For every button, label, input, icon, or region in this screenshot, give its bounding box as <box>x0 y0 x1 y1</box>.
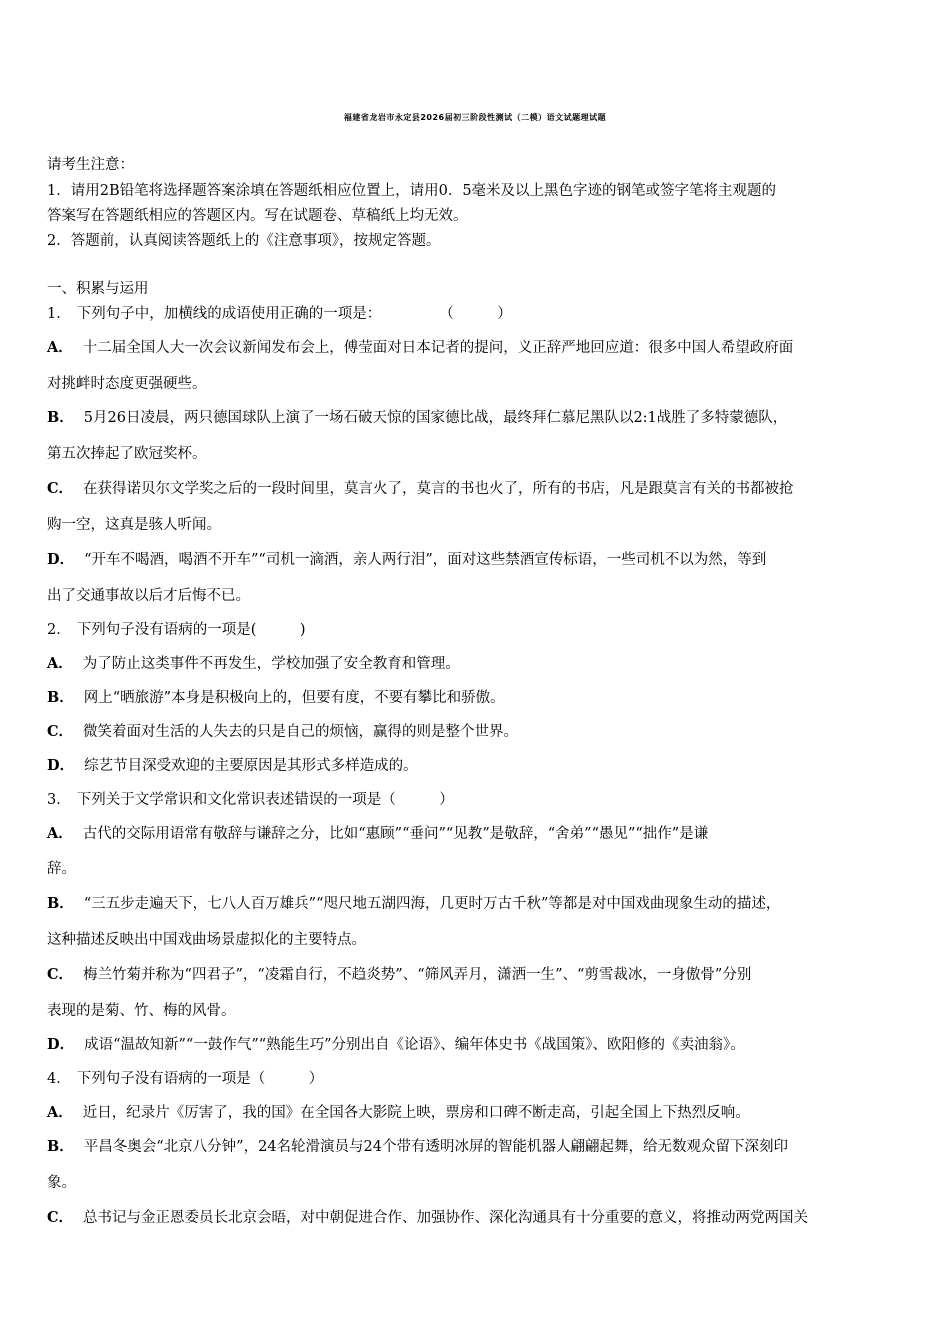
question-text: 下列关于文学常识和文化常识表述错误的一项是（ ） <box>76 792 454 808</box>
q1-option-d-continuation: 出了交通事故以后才后悔不已。 <box>47 588 250 604</box>
option-text: “三五步走遍天下，七八人百万雄兵”“咫尺地五湖四海，几更时万古千秋”等都是对中国戏曲现象生动的描述， <box>83 896 781 912</box>
option-label: A． <box>47 339 73 356</box>
question-text: 下列句子没有语病的一项是（ ） <box>76 1071 324 1087</box>
option-text: 在获得诺贝尔文学奖之后的一段时间里，莫言火了，莫言的书也火了，所有的书店，凡是跟莫言有关的书都被抢 <box>83 481 794 497</box>
option-text: 综艺节目深受欢迎的主要原因是其形式多样造成的。 <box>84 758 418 774</box>
option-label: A． <box>47 1104 73 1121</box>
option-text: 梅兰竹菊并称为“四君子”，“凌霜自行，不趋炎势”、“筛风弄月，潇洒一生”、“剪雪裁冰，一身傲骨”分别 <box>83 967 752 983</box>
q3-option-a-continuation: 辞。 <box>47 861 76 877</box>
question-4-stem <box>47 1067 323 1088</box>
q2-option-b <box>47 686 505 707</box>
option-text: 为了防止这类事件不再发生，学校加强了安全教育和管理。 <box>82 656 460 672</box>
option-label: D． <box>47 757 75 774</box>
option-text: 微笑着面对生活的人失去的只是自己的烦恼，赢得的则是整个世界。 <box>83 724 519 740</box>
option-label: D． <box>47 551 75 568</box>
option-text: 成语“温故知新”“一鼓作气”“熟能生巧”分别出自《论语》、编年体史书《战国策》、欧阳修的《卖油翁》。 <box>84 1037 745 1053</box>
option-label: C． <box>47 480 74 497</box>
q3-option-b <box>47 892 780 913</box>
option-text: “开车不喝酒，喝酒不开车”“司机一滴酒，亲人两行泪”，面对这些禁酒宣传标语，一些司机不以为然，等到 <box>84 552 767 568</box>
q4-option-c <box>47 1206 808 1227</box>
option-text: 网上“晒旅游”本身是积极向上的，但要有度，不要有攀比和骄傲。 <box>83 690 505 706</box>
q4-option-b <box>47 1135 788 1156</box>
q2-option-a <box>47 652 460 673</box>
question-text: 下列句子没有语病的一项是( ) <box>76 622 306 638</box>
option-label: A． <box>47 655 73 672</box>
question-number: 1． <box>47 306 71 322</box>
option-label: B． <box>47 1138 74 1155</box>
question-number: 2． <box>47 622 71 638</box>
q3-option-c <box>47 963 751 984</box>
question-3-stem <box>47 788 454 809</box>
question-1-stem <box>47 302 512 323</box>
q1-option-b <box>47 406 787 427</box>
option-label: B． <box>47 895 74 912</box>
q3-option-d <box>47 1033 745 1054</box>
option-text: 平昌冬奥会“北京八分钟”，24名轮滑演员与24个带有透明冰屏的智能机器人翩翩起舞，给无数观众留下深刻印 <box>83 1139 788 1155</box>
option-text: 十二届全国人大一次会议新闻发布会上，傅莹面对日本记者的提问，义正辞严地回应道：很多中国人希望政府面 <box>82 340 794 356</box>
q1-option-b-continuation: 第五次捧起了欧冠奖杯。 <box>47 446 207 462</box>
notice-item-2: 2．答题前，认真阅读答题纸上的《注意事项》，按规定答题。 <box>47 233 441 249</box>
document-title: 福建省龙岩市永定县2026届初三阶段性测试（二模）语文试题理试题 <box>343 113 607 122</box>
q1-option-c-continuation: 购一空，这真是骇人听闻。 <box>47 517 221 533</box>
notice-item-1-line-1: 1．请用2B铅笔将选择题答案涂填在答题纸相应位置上，请用0．5毫米及以上黑色字迹的钢笔或签字笔将主观题的 <box>47 183 777 199</box>
option-text: 5月26日凌晨，两只德国球队上演了一场石破天惊的国家德比战，最终拜仁慕尼黑队以2:1战胜了多特蒙德队， <box>83 410 788 426</box>
option-label: A． <box>47 825 73 842</box>
section-heading: 一、积累与运用 <box>47 281 149 297</box>
option-text: 总书记与金正恩委员长北京会晤，对中朝促进合作、加强协作、深化沟通具有十分重要的意义，将推动两党两国关 <box>83 1210 809 1226</box>
option-text: 近日，纪录片《厉害了，我的国》在全国各大影院上映，票房和口碑不断走高，引起全国上下热烈反响。 <box>82 1105 750 1121</box>
q4-option-b-continuation: 象。 <box>47 1175 76 1191</box>
question-number: 3． <box>47 792 71 808</box>
notice-item-1-line-2: 答案写在答题纸相应的答题区内。写在试题卷、草稿纸上均无效。 <box>47 208 468 224</box>
question-number: 4． <box>47 1071 71 1087</box>
option-text: 古代的交际用语常有敬辞与谦辞之分，比如“惠顾”“垂问”“见教”是敬辞，“舍弟”“愚见”“拙作”是谦 <box>82 826 709 842</box>
option-label: B． <box>47 689 74 706</box>
option-label: C． <box>47 723 74 740</box>
q3-option-a <box>47 822 708 843</box>
q1-option-a <box>47 336 793 357</box>
option-label: C． <box>47 1209 74 1226</box>
q3-option-c-continuation: 表现的是菊、竹、梅的风骨。 <box>47 1003 236 1019</box>
q1-option-c <box>47 477 794 498</box>
q3-option-b-continuation: 这种描述反映出中国戏曲场景虚拟化的主要特点。 <box>47 932 366 948</box>
q4-option-a <box>47 1101 750 1122</box>
question-2-stem <box>47 618 306 639</box>
q1-option-a-continuation: 对挑衅时态度更强硬些。 <box>47 376 207 392</box>
q2-option-d <box>47 754 418 775</box>
question-text: 下列句子中，加横线的成语使用正确的一项是： （ ） <box>76 306 512 322</box>
q1-option-d <box>47 548 766 569</box>
notice-heading: 请考生注意： <box>47 157 134 173</box>
option-label: B． <box>47 409 74 426</box>
q2-option-c <box>47 720 518 741</box>
option-label: C． <box>47 966 74 983</box>
option-label: D． <box>47 1036 75 1053</box>
